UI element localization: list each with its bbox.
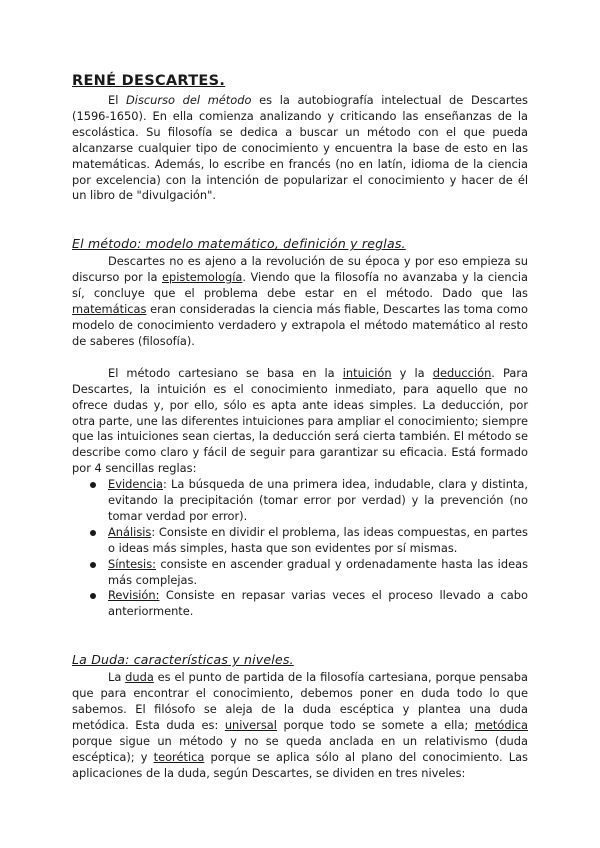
method-paragraph-2: El método cartesiano se basa en la intuición y la deducción. Para Descartes, la intuición es el conocimiento inmediato, para aquello que no ofrece dudas y, por ello, sólo es apta ante ideas simples. La deducción, por otra parte, une las diferentes intuiciones para ampliar el conocimiento; siempre que las intuiciones sean ciertas, la deducción será cierta también. El método se describe como claro y fácil de seguir para garantizar su eficacia. Está formado por 4 sencillas reglas: [72,365,528,476]
section-heading-method: El método: modelo matemático, definición y reglas. [72,236,406,252]
term-teoretica: teorética [153,749,205,764]
rule-text: consiste en ascender gradual y ordenadamente hasta las ideas más complejas. [108,556,528,587]
intro-text: es la autobiografía intelectual de Descartes (1596-1650). En ella comienza analizando y criticando las enseñanzas de la escolástica. Su filosofía se dedica a buscar un método con el que pueda alcanzarse cualquier tipo de conocimiento y encuentra la base de esto en las matemáticas. Además, lo escribe en francés (no en latín, idioma de la ciencia por excelencia) con la intención de popularizar el conocimiento y hacer de él un libro de "divulgación". [72,93,528,203]
intro-text: El [108,93,127,107]
term-deduccion: deducción [432,365,492,380]
rules-list [72,477,528,620]
rule-term: Análisis [108,524,152,539]
term-matematicas: matemáticas [72,302,147,317]
term-metodica: metódica [474,718,528,732]
bullet-icon [90,482,96,488]
rule-text: : La búsqueda de una primera idea, indudable, clara y distinta, evitando la precipitación (tomar error por verdad) y la prevención (no tomar verdad por error). [108,477,528,523]
document-body [72,72,528,782]
intro-paragraph [72,93,528,204]
method-paragraph-1: Descartes no es ajeno a la revolución de su época y por eso empieza su discurso por la epistemología. Viendo que la filosofía no avanzaba y la ciencia sí, concluye que el problema debe estar en el método. Dado que las matemáticas eran consideradas la ciencia más fiable, Descartes las toma como modelo de conocimiento verdadero y extrapola el método matemático al resto de saberes (filosofía). [72,254,528,348]
rule-term: Revisión: [108,588,160,603]
list-item [72,588,528,620]
term-intuicion: intuición [342,365,392,380]
rule-text: : Consiste en dividir el problema, las ideas compuestas, en partes o ideas más simples, hasta que son evidentes por sí mismas. [108,524,528,555]
term-universal: universal [224,718,277,732]
list-item [72,477,528,525]
rule-term: Evidencia [108,477,163,492]
section-heading-doubt: La Duda: características y niveles. [72,652,294,668]
rule-term: Síntesis: [108,556,156,571]
list-item [72,525,528,557]
term-epistemologia: epistemología [161,270,243,285]
doubt-paragraph: La duda es el punto de partida de la filosofía cartesiana, porque pensaba que para encontrar el conocimiento, debemos poner en duda todo lo que sabemos. El filósofo se aleja de la duda escéptica y plantea una duda metódica. Esta duda es: universal porque todo se somete a ella; metódica porque sigue un método y no se queda anclada en un relativismo (duda escéptica); y teorética porque se aplica sólo al plano del conocimiento. Las aplicaciones de la duda, según Descartes, se dividen en tres niveles: [72,670,528,780]
list-item [72,557,528,589]
bullet-icon [90,562,96,568]
rule-text: Consiste en repasar varias veces el proceso llevado a cabo anteriormente. [108,588,528,619]
term-duda: duda [125,670,154,685]
page-title: RENÉ DESCARTES. [72,73,226,89]
bullet-icon [90,530,96,536]
work-title: Discurso del método [126,93,252,107]
bullet-icon [90,593,96,599]
